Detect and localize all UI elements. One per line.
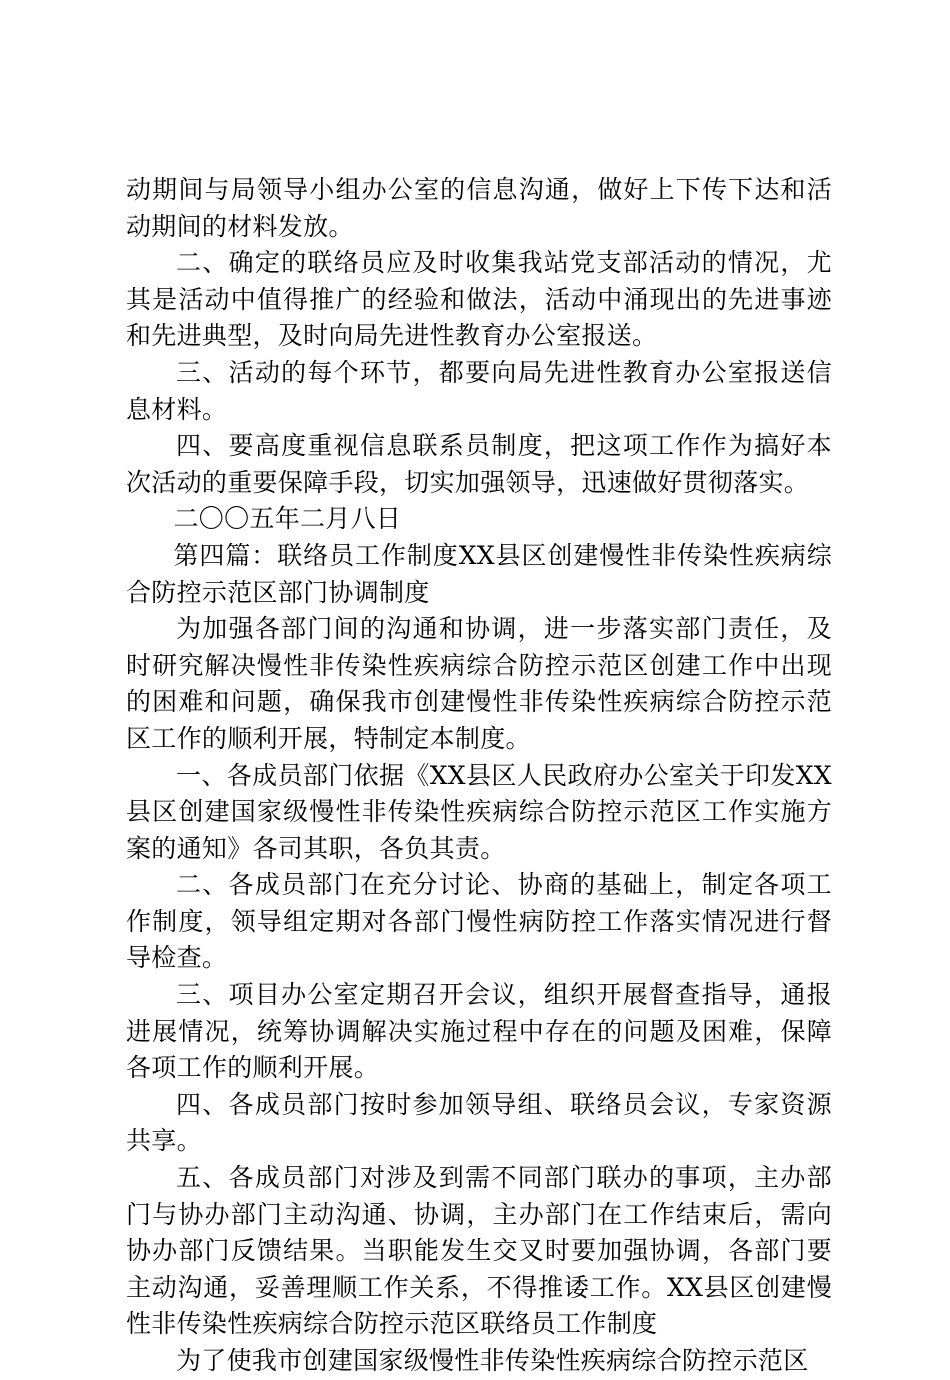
paragraph-rule-1: 一、各成员部门依据《XX县区人民政府办公室关于印发XX县区创建国家级慢性非传染性疾病综合防控示范区工作实施方案的通知》各司其职，各负其责。	[126, 760, 832, 863]
paragraph-rule-2: 二、各成员部门在充分讨论、协商的基础上，制定各项工作制度，领导组定期对各部门慢性病防控工作落实情况进行督导检查。	[126, 870, 832, 973]
paragraph-rule-3: 三、项目办公室定期召开会议，组织开展督查指导，通报进展情况，统筹协调解决实施过程中存在的问题及困难，保障各项工作的顺利开展。	[126, 980, 832, 1083]
paragraph-intro: 为加强各部门间的沟通和协调，进一步落实部门责任，及时研究解决慢性非传染性疾病综合防控示范区创建工作中出现的困难和问题，确保我市创建慢性非传染性疾病综合防控示范区工作的顺利开展，特制定本制度。	[126, 614, 832, 753]
paragraph-rule-4: 四、各成员部门按时参加领导组、联络员会议，专家资源共享。	[126, 1089, 832, 1156]
paragraph-item-3: 三、活动的每个环节，都要向局先进性教育办公室报送信息材料。	[126, 357, 832, 424]
paragraph-item-4: 四、要高度重视信息联系员制度，把这项工作作为搞好本次活动的重要保障手段，切实加强领导，迅速做好贯彻落实。	[126, 431, 832, 497]
date-line: 二〇〇五年二月八日	[173, 504, 402, 534]
paragraph-final: 为了使我市创建国家级慢性非传染性疾病综合防控示范区	[176, 1346, 809, 1375]
paragraph-item-2: 二、确定的联络员应及时收集我站党支部活动的情况，尤其是活动中值得推广的经验和做法，活动中涌现出的先进事迹和先进典型，及时向局先进性教育办公室报送。	[126, 248, 832, 351]
paragraph-continuation: 动期间与局领导小组办公室的信息沟通，做好上下传下达和活动期间的材料发放。	[126, 175, 832, 241]
section-heading: 第四篇：联络员工作制度XX县区创建慢性非传染性疾病综合防控示范区部门协调制度	[126, 540, 832, 607]
document-body	[126, 172, 832, 1380]
paragraph-rule-5: 五、各成员部门对涉及到需不同部门联办的事项，主办部门与协办部门主动沟通、协调，主办部门在工作结束后，需向协办部门反馈结果。当职能发生交叉时要加强协调，各部门要主动沟通，妥善理顺工作关系，不得推诿工作。XX县区创建慢性非传染性疾病综合防控示范区联络员工作制度	[126, 1163, 832, 1339]
